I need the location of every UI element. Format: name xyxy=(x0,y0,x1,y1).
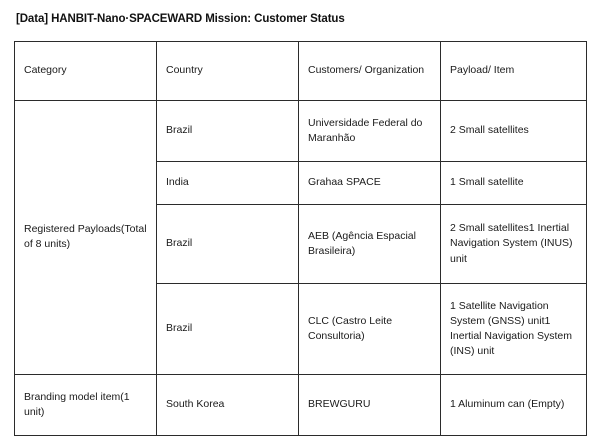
customer-cell: BREWGURU xyxy=(299,374,441,435)
country-cell: Brazil xyxy=(157,100,299,161)
country-cell: Brazil xyxy=(157,283,299,374)
country-cell: India xyxy=(157,161,299,204)
category-cell-registered-payloads: Registered Payloads(Total of 8 units) xyxy=(15,100,157,374)
payload-cell: 1 Satellite Navigation System (GNSS) unit1 Inertial Navigation System (INS) unit xyxy=(441,283,587,374)
payload-cell: 1 Small satellite xyxy=(441,161,587,204)
column-header-payload: Payload/ Item xyxy=(441,41,587,100)
table-header xyxy=(15,41,587,100)
customer-cell: CLC (Castro Leite Consultoria) xyxy=(299,283,441,374)
country-cell: Brazil xyxy=(157,204,299,283)
page-title: [Data] HANBIT-Nano·SPACEWARD Mission: Customer Status xyxy=(16,13,345,25)
table-row xyxy=(15,374,587,435)
country-cell: South Korea xyxy=(157,374,299,435)
table-header-row xyxy=(15,41,587,100)
customer-cell: Grahaa SPACE xyxy=(299,161,441,204)
payload-cell: 1 Aluminum can (Empty) xyxy=(441,374,587,435)
payload-cell: 2 Small satellites xyxy=(441,100,587,161)
customer-cell: Universidade Federal do Maranhão xyxy=(299,100,441,161)
column-header-customer: Customers/ Organization xyxy=(299,41,441,100)
column-header-category: Category xyxy=(15,41,157,100)
table-row xyxy=(15,100,587,161)
customer-status-table xyxy=(14,41,587,436)
column-header-country: Country xyxy=(157,41,299,100)
table-body xyxy=(15,100,587,435)
customer-cell: AEB (Agência Espacial Brasileira) xyxy=(299,204,441,283)
payload-cell: 2 Small satellites1 Inertial Navigation System (INUS) unit xyxy=(441,204,587,283)
category-cell-branding-model-item: Branding model item(1 unit) xyxy=(15,374,157,435)
